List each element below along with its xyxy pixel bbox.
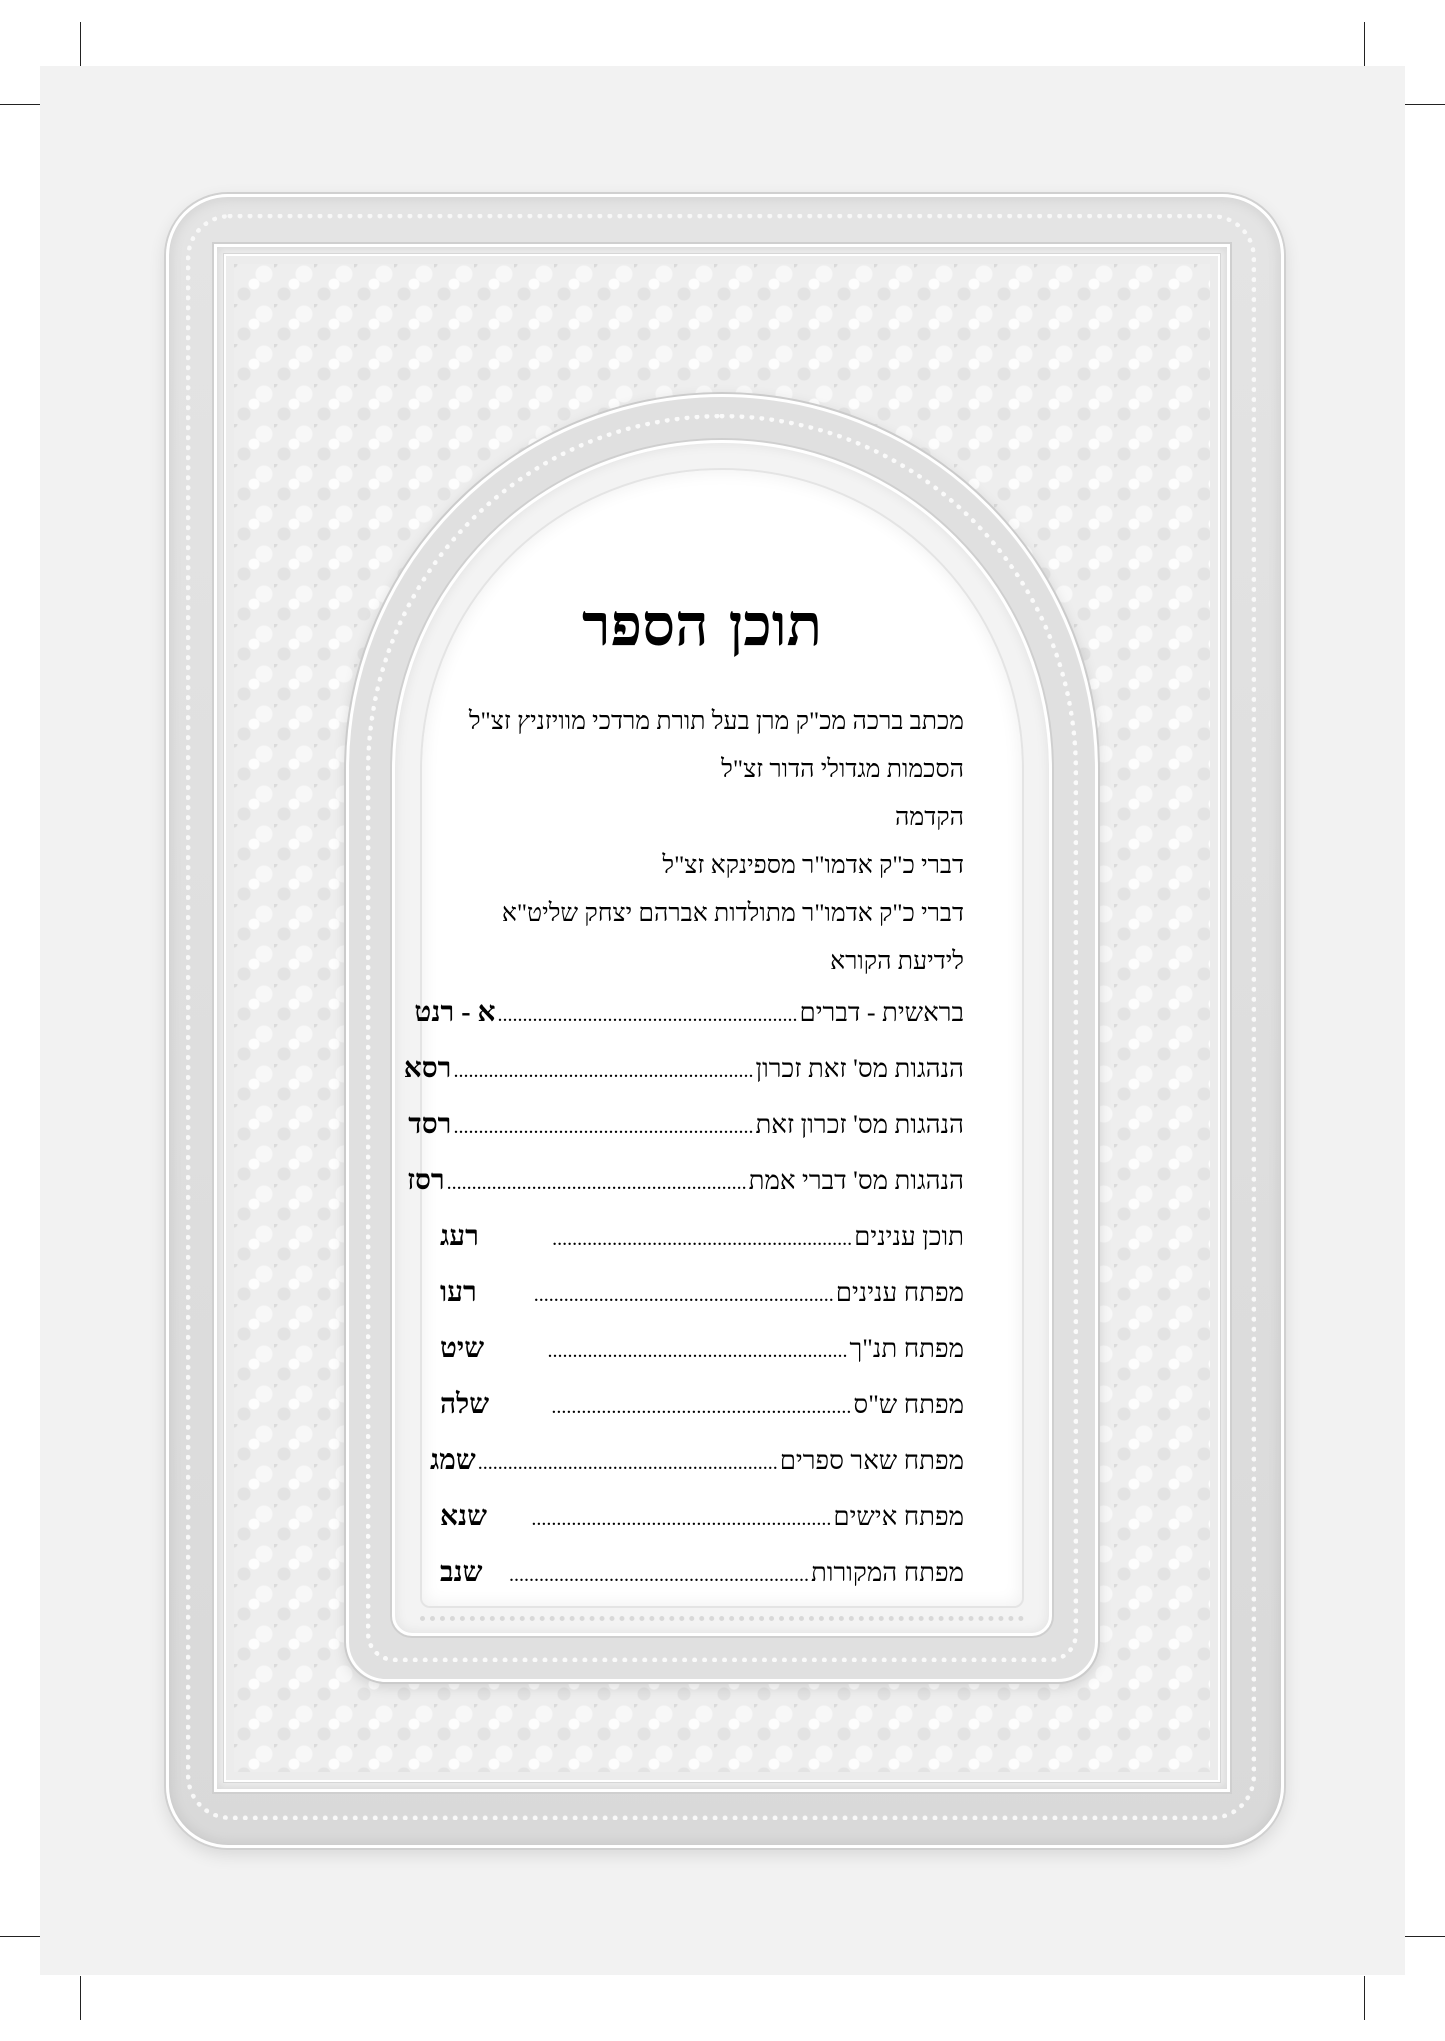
intro-item: הקדמה: [895, 804, 964, 831]
toc-entry-label: בראשית - דברים: [799, 998, 964, 1027]
toc-entry-page: רעו: [440, 1277, 477, 1308]
toc-entry-label: הנהגות מס' זכרון זאת: [755, 1110, 964, 1139]
toc-entry-label: הנהגות מס' זאת זכרון: [755, 1054, 964, 1083]
toc-entry-label: מפתח ש"ס: [853, 1390, 964, 1419]
toc-entry-page: רעג: [440, 1221, 479, 1252]
toc-entry: [408, 1098, 964, 1154]
arch-bottom-dotted-line: [420, 1616, 1024, 1621]
page-title: תוכן הספר: [582, 591, 822, 659]
toc-dot-leader: ............................................................: [453, 1116, 754, 1138]
toc-dot-leader: ............................................................: [477, 1452, 778, 1474]
crop-mark-top-right: [1364, 22, 1365, 66]
toc-entry: [407, 1154, 964, 1210]
toc-dot-leader: ............................................................: [531, 1508, 832, 1530]
crop-mark-left-bottom: [0, 1936, 40, 1937]
intro-item: מכתב ברכה מכ"ק מרן בעל תורת מרדכי מוויזניץ זצ"ל: [468, 708, 964, 735]
toc-dot-leader: ............................................................: [453, 1060, 754, 1082]
toc-entry-page: שיט: [440, 1333, 485, 1364]
toc-entry-label: הנהגות מס' דברי אמת: [748, 1166, 964, 1195]
toc-entry-label: מפתח ענינים: [835, 1278, 964, 1307]
toc-entry: [430, 1434, 964, 1490]
toc-entry-label: מפתח שאר ספרים: [779, 1446, 964, 1475]
toc-entry: [414, 986, 964, 1042]
toc-dot-leader: ............................................................: [547, 1340, 848, 1362]
crop-mark-right-top: [1405, 104, 1445, 105]
toc-entry-page: שלה: [440, 1389, 490, 1420]
toc-dot-leader: ............................................................: [551, 1396, 852, 1418]
toc-entry-page: שנב: [440, 1557, 483, 1588]
toc-dot-leader: ............................................................: [552, 1228, 853, 1250]
toc-entry-label: מפתח המקורות: [811, 1558, 964, 1587]
toc-entry-label: תוכן ענינים: [854, 1222, 964, 1251]
toc-entry-page: רסא: [403, 1053, 452, 1084]
crop-mark-top-left: [80, 22, 81, 66]
intro-item: לידיעת הקורא: [830, 948, 964, 975]
toc-dot-leader: ............................................................: [509, 1564, 809, 1586]
table-of-contents: [403, 590, 964, 1602]
crop-mark-right-bottom: [1405, 1936, 1445, 1937]
toc-dot-leader: ............................................................: [533, 1284, 834, 1306]
crop-mark-bottom-right: [1364, 1976, 1365, 2020]
intro-item: דברי כ"ק אדמו"ר מתולדות אברהם יצחק שליט"א: [501, 900, 964, 927]
toc-entry-page: א - רנט: [414, 997, 496, 1028]
toc-entry: [440, 1266, 964, 1322]
toc-entry-page: רסד: [408, 1109, 452, 1140]
toc-entry-label: מפתח אישים: [833, 1502, 964, 1531]
toc-list: [403, 986, 964, 1602]
crop-mark-bottom-left: [80, 1976, 81, 2020]
crop-mark-left-top: [0, 104, 40, 105]
toc-dot-leader: ............................................................: [446, 1172, 747, 1194]
toc-entry-label: מפתח תנ"ך: [849, 1334, 964, 1363]
intro-list: [440, 698, 964, 986]
intro-item: הסכמות מגדולי הדור זצ"ל: [721, 756, 964, 783]
toc-entry: [440, 1378, 964, 1434]
toc-entry-page: רסז: [407, 1165, 445, 1196]
toc-entry: [403, 1042, 964, 1098]
toc-dot-leader: ............................................................: [497, 1004, 798, 1026]
toc-entry: [440, 1210, 964, 1266]
intro-item: דברי כ"ק אדמו"ר מספינקא זצ"ל: [662, 852, 964, 879]
toc-entry: [440, 1322, 964, 1378]
toc-entry: [440, 1546, 964, 1602]
toc-entry-page: שנא: [440, 1501, 487, 1532]
toc-entry-page: שמג: [430, 1445, 476, 1476]
toc-entry: [440, 1490, 964, 1546]
